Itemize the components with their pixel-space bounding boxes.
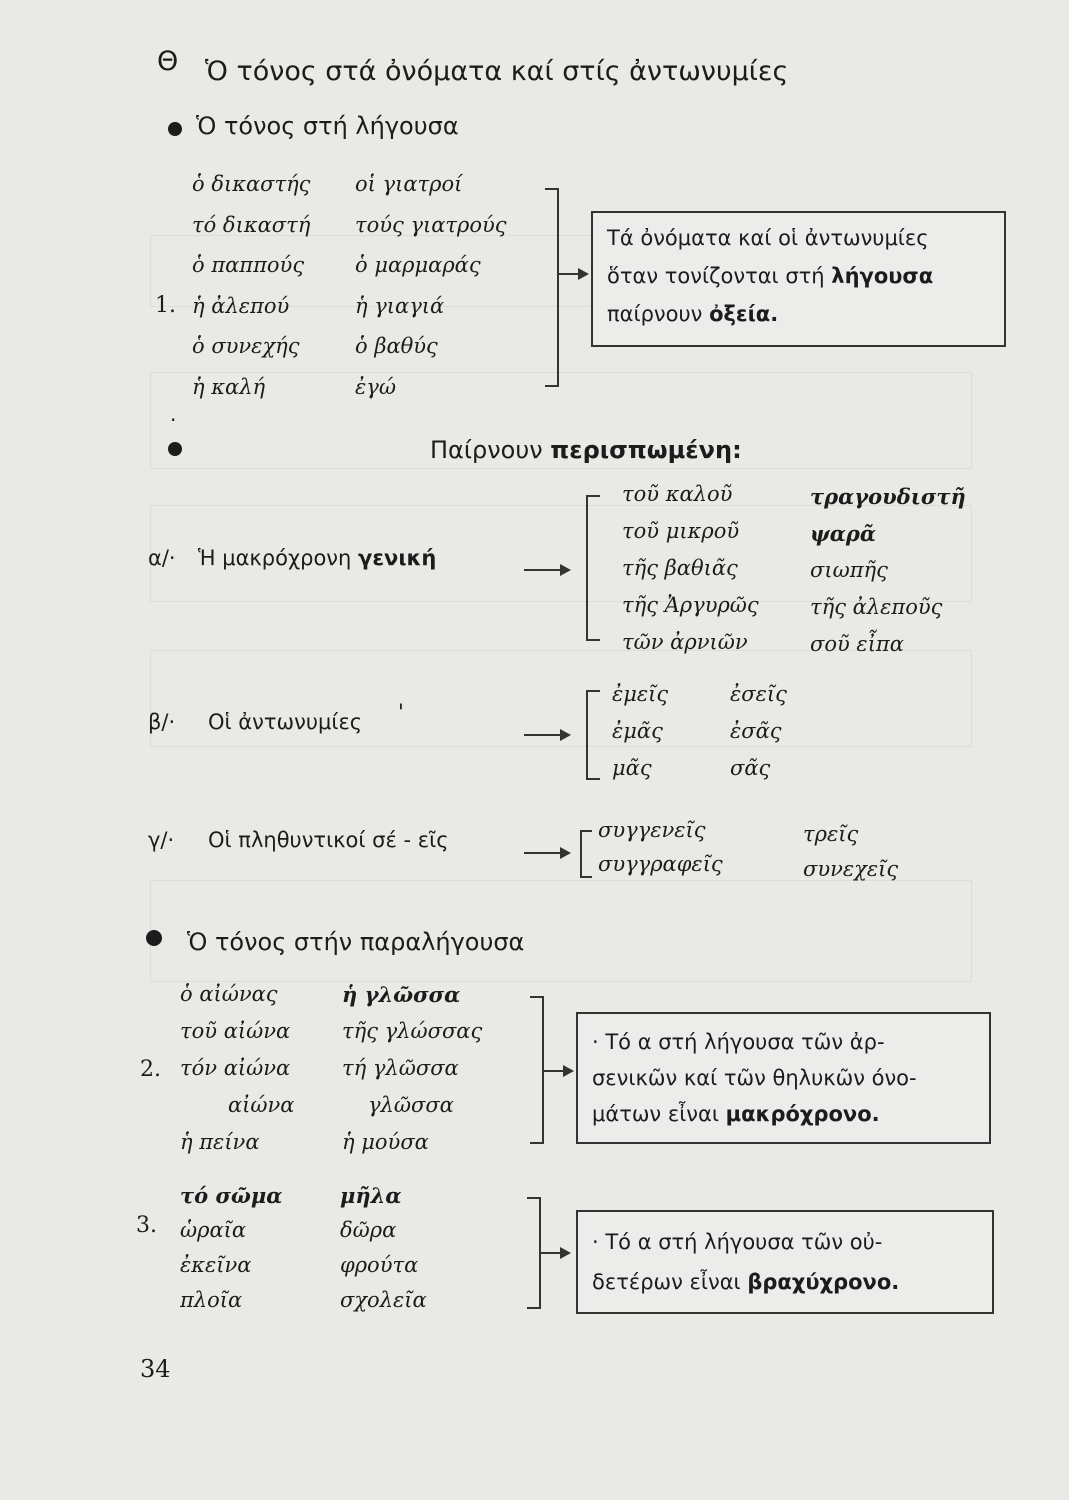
arrow-line: [524, 734, 562, 736]
list-item: ὁ δικαστής: [192, 172, 311, 196]
arrow-icon: [560, 1247, 571, 1259]
page-number: 34: [140, 1355, 171, 1383]
item-b-text: Οἱ ἀντωνυμίες: [208, 710, 363, 734]
list-item: ἐμᾶς: [612, 719, 663, 743]
section2-heading: Παίρνουν περισπωμένη:: [430, 436, 742, 464]
dot-mark: .: [170, 402, 177, 426]
item-c-text: Οἱ πληθυντικοί σέ - εῖς: [208, 828, 449, 852]
list-item: ἡ μούσα: [342, 1130, 429, 1154]
list-item: πλοῖα: [180, 1288, 243, 1312]
group3-rule-box: [576, 1210, 994, 1314]
list-item: γλῶσσα: [368, 1093, 454, 1117]
rule-line: · Τό α στή λήγουσα τῶν ἀρ-: [592, 1030, 885, 1054]
title-symbol: Θ: [157, 46, 179, 77]
bullet-icon: [146, 930, 162, 946]
list-item: τοῦ μικροῦ: [622, 519, 740, 543]
rule-line: μάτων εἶναι μακρόχρονο.: [592, 1102, 880, 1126]
list-item: τῆς γλώσσας: [342, 1019, 483, 1043]
list-item: ὁ συνεχής: [192, 334, 300, 358]
item-c-bracket: [580, 830, 592, 878]
group3-number: 3.: [136, 1213, 157, 1238]
section3-heading: Ὁ τόνος στήν παραλήγουσα: [187, 928, 525, 956]
item-b-label: β/·: [148, 710, 176, 734]
list-item: ὁ μαρμαράς: [355, 253, 481, 277]
section1-number: 1.: [155, 293, 176, 318]
list-item: τοῦ καλοῦ: [622, 482, 733, 506]
list-item: ψαρᾶ: [810, 521, 877, 546]
tick-mark: ': [398, 700, 404, 724]
list-item: τῆς Ἀργυρῶς: [622, 593, 759, 617]
bullet-icon: [168, 122, 182, 136]
rule-line: παίρνουν ὀξεία.: [607, 302, 779, 326]
list-item: συγγενεῖς: [598, 818, 706, 842]
list-item: τό δικαστή: [192, 212, 311, 237]
list-item: ἐσᾶς: [730, 719, 782, 743]
arrow-icon: [578, 268, 589, 280]
list-item: ἡ γιαγιά: [355, 293, 445, 318]
list-item: τή γλῶσσα: [342, 1056, 459, 1080]
list-item: σᾶς: [730, 756, 771, 780]
group2-rule-box: [576, 1012, 991, 1144]
item-a-label: α/·: [148, 546, 176, 570]
bullet-icon: [168, 442, 182, 456]
list-item: οἱ γιατροί: [355, 172, 463, 196]
list-item: συγγραφεῖς: [598, 852, 723, 876]
list-item: μῆλα: [340, 1183, 402, 1208]
list-item: ὁ παππούς: [192, 253, 305, 277]
rule-line: Τά ὀνόματα καί οἱ ἀντωνυμίες: [607, 226, 929, 250]
list-item: τό σῶμα: [180, 1183, 283, 1208]
list-item: ἐγώ: [355, 374, 396, 399]
list-item: αἰώνα: [228, 1093, 295, 1117]
arrow-icon: [560, 564, 571, 576]
item-b-bracket: [586, 690, 600, 780]
rule-line: ὅταν τονίζονται στή λήγουσα: [607, 264, 934, 288]
item-a-text: Ἡ μακρόχρονη γενική: [198, 546, 437, 570]
group2-number: 2.: [140, 1057, 161, 1082]
section1-rule-box: [591, 211, 1006, 347]
list-item: τῆς βαθιᾶς: [622, 556, 738, 580]
list-item: μᾶς: [612, 756, 652, 780]
section1-bracket: [545, 188, 559, 387]
list-item: σοῦ εἶπα: [810, 632, 904, 656]
item-a-bracket: [586, 495, 600, 641]
list-item: τόν αἰώνα: [180, 1056, 291, 1080]
list-item: ὡραῖα: [180, 1218, 247, 1242]
rule-line: · Τό α στή λήγουσα τῶν οὐ-: [592, 1230, 883, 1254]
list-item: τραγουδιστῆ: [810, 484, 966, 509]
list-item: ἐμεῖς: [612, 682, 669, 706]
list-item: συνεχεῖς: [803, 857, 899, 881]
list-item: σχολεῖα: [340, 1288, 427, 1312]
item-c-label: γ/·: [148, 828, 175, 852]
rule-line: σενικῶν καί τῶν θηλυκῶν όνο-: [592, 1066, 917, 1090]
list-item: ἡ πείνα: [180, 1130, 260, 1154]
arrow-icon: [560, 729, 571, 741]
list-item: φρούτα: [340, 1253, 419, 1277]
arrow-icon: [560, 847, 571, 859]
list-item: σιωπῆς: [810, 558, 888, 582]
list-item: τρεῖς: [803, 822, 859, 846]
page-title: Ὁ τόνος στά ὀνόματα καί στίς ἀντωνυμίες: [205, 56, 789, 87]
list-item: ὁ βαθύς: [355, 334, 438, 358]
list-item: ἡ καλή: [192, 374, 266, 399]
list-item: ἡ ἀλεπού: [192, 293, 290, 318]
arrow-icon: [563, 1065, 574, 1077]
list-item: ὁ αἰώνας: [180, 982, 278, 1006]
list-item: τοῦ αἰώνα: [180, 1019, 291, 1043]
arrow-line: [524, 852, 562, 854]
section1-heading: Ὁ τόνος στή λήγουσα: [196, 112, 459, 140]
list-item: τούς γιατρούς: [355, 212, 507, 237]
list-item: τῶν ἀρνιῶν: [622, 630, 748, 654]
arrow-line: [524, 569, 562, 571]
rule-line: δετέρων εἶναι βραχύχρονο.: [592, 1270, 900, 1294]
list-item: δῶρα: [340, 1218, 397, 1242]
list-item: ἐκεῖνα: [180, 1253, 252, 1277]
list-item: τῆς ἀλεποῦς: [810, 595, 943, 619]
list-item: ἐσεῖς: [730, 682, 787, 706]
list-item: ἡ γλῶσσα: [342, 982, 461, 1007]
